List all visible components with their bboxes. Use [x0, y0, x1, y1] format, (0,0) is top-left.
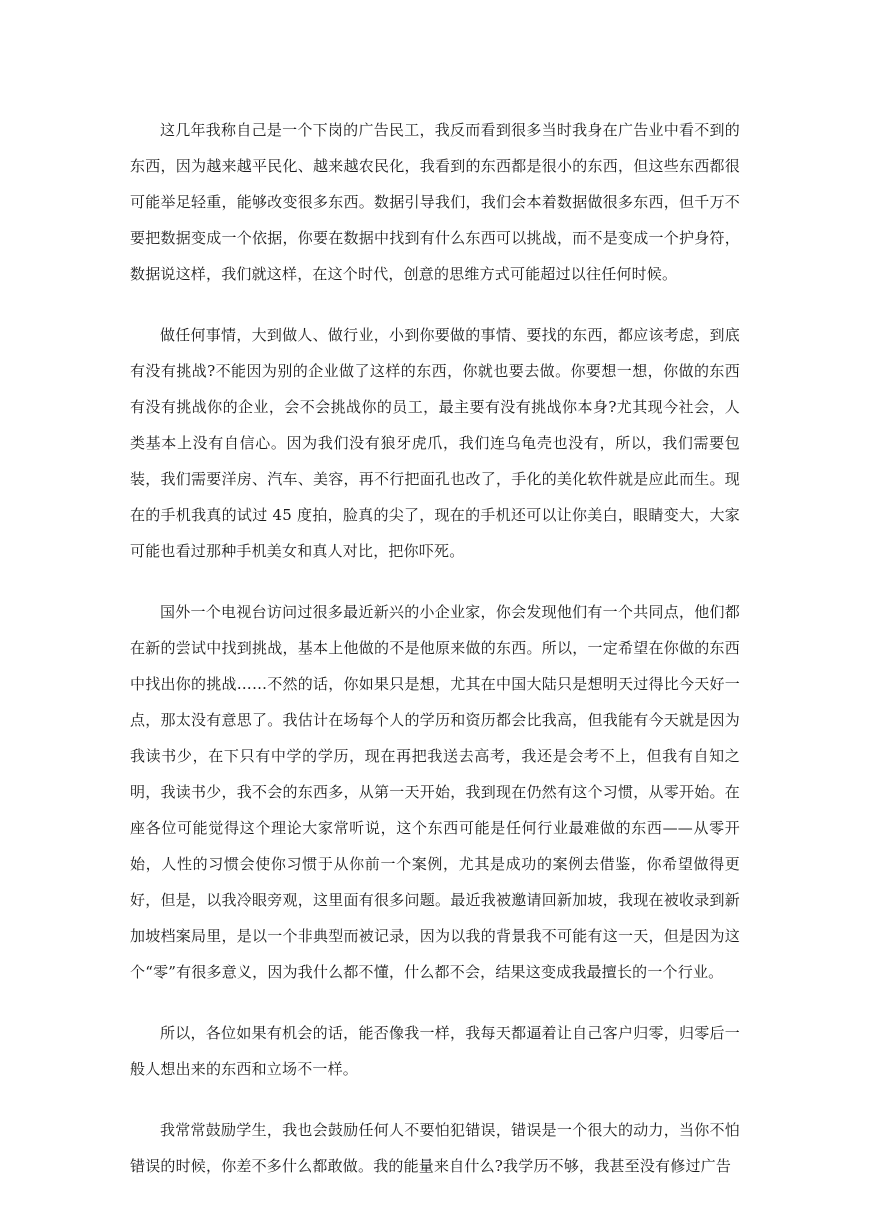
- paragraph-1: 这几年我称自己是一个下岗的广告民工，我反而看到很多当时我身在广告业中看不到的东西，因为越来越平民化、越来越农民化，我看到的东西都是很小的东西，但这些东西都很可能举足轻重，能够改变很多东西。数据引导我们，我们会本着数据做很多东西，但千万不要把数据变成一个依据，你要在数据中找到有什么东西可以挑战，而不是变成一个护身符，数据说这样，我们就这样，在这个时代，创意的思维方式可能超过以往任何时候。: [130, 121, 740, 283]
- paragraph-4: 所以，各位如果有机会的话，能否像我一样，我每天都逼着让自己客户归零，归零后一般人想出来的东西和立场不一样。: [130, 1024, 740, 1078]
- paragraph-5: 我常常鼓励学生，我也会鼓励任何人不要怕犯错误，错误是一个很大的动力，当你不怕错误的时候，你差不多什么都敢做。我的能量来自什么?我学历不够，我甚至没有修过广告: [130, 1121, 740, 1175]
- paragraph-2: 做任何事情，大到做人、做行业，小到你要做的事情、要找的东西，都应该考虑，到底有没有挑战?不能因为别的企业做了这样的东西，你就也要去做。你要想一想，你做的东西有没有挑战你的企业，会不会挑战你的员工，最主要有没有挑战你本身?尤其现今社会，人类基本上没有自信心。因为我们没有狼牙虎爪，我们连乌龟壳也没有，所以，我们需要包装，我们需要洋房、汽车、美容，再不行把面孔也改了，手化的美化软件就是应此而生。现在的手机我真的试过 45 度拍，脸真的尖了，现在的手机还可以让你美白，眼睛变大，大家可能也看过那种手机美女和真人对比，把你吓死。: [130, 326, 740, 560]
- document-body: [130, 112, 740, 1184]
- paragraph-3: 国外一个电视台访问过很多最近新兴的小企业家，你会发现他们有一个共同点，他们都在新的尝试中找到挑战，基本上他做的不是他原来做的东西。所以，一定希望在你做的东西中找出你的挑战……不然的话，你如果只是想，尤其在中国大陆只是想明天过得比今天好一点，那太没有意思了。我估计在场每个人的学历和资历都会比我高，但我能有今天就是因为我读书少，在下只有中学的学历，现在再把我送去高考，我还是会考不上，但我有自知之明，我读书少，我不会的东西多，从第一天开始，我到现在仍然有这个习惯，从零开始。在座各位可能觉得这个理论大家常听说，这个东西可能是任何行业最难做的东西——从零开始，人性的习惯会使你习惯于从你前一个案例，尤其是成功的案例去借鉴，你希望做得更好，但是，以我冷眼旁观，这里面有很多问题。最近我被邀请回新加坡，我现在被收录到新加坡档案局里，是以一个非典型而被记录，因为以我的背景我不可能有这一天，但是因为这个“零”有很多意义，因为我什么都不懂，什么都不会，结果这变成我最擅长的一个行业。: [130, 603, 740, 981]
